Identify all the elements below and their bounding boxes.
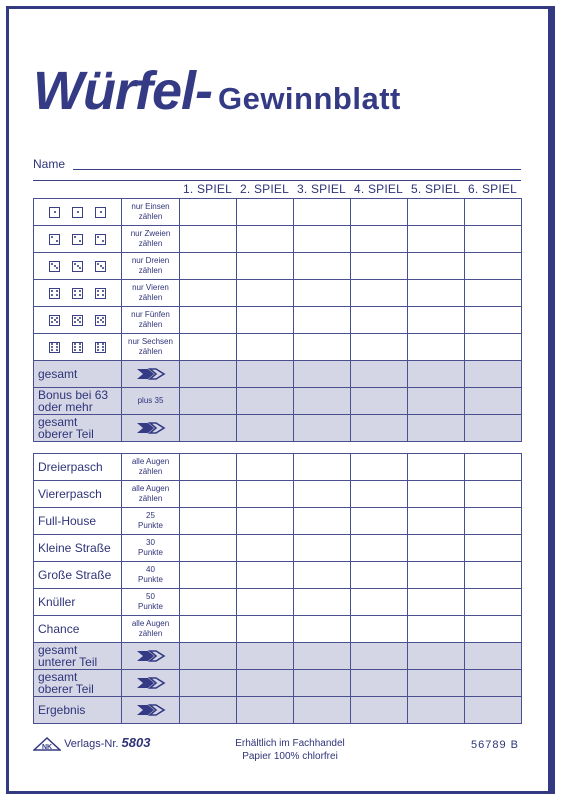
- upper-3-game-1-cell[interactable]: [180, 253, 237, 280]
- gesamt-oben-label-line2: oberer Teil: [38, 427, 94, 441]
- lower-6-game-6-cell[interactable]: [465, 616, 522, 643]
- lower-rule-0-line2: zählen: [138, 467, 163, 476]
- upper-4-game-3-cell[interactable]: [294, 280, 351, 307]
- lower-rule-2-line1: 25: [146, 511, 155, 520]
- lower-rule-6-line1: alle Augen: [131, 619, 170, 628]
- upper-3-game-4-cell[interactable]: [351, 253, 408, 280]
- name-underline: [33, 180, 521, 181]
- lower-row-5: [34, 589, 522, 616]
- title-main: Würfel-: [33, 61, 212, 121]
- gesamt-label: [34, 361, 122, 388]
- separator-cell: [465, 442, 522, 454]
- name-field[interactable]: [33, 157, 521, 171]
- upper-3-game-2-cell[interactable]: [237, 253, 294, 280]
- gesamt-oben-game-3-cell[interactable]: [294, 415, 351, 442]
- lower-2-game-4-cell[interactable]: [351, 508, 408, 535]
- gesamt-oben-label-line1: gesamt: [38, 415, 78, 429]
- lower-4-game-4-cell[interactable]: [351, 562, 408, 589]
- bonus-rule-line1: plus 35: [137, 396, 164, 405]
- die-3-icon: [95, 261, 106, 272]
- game-header-3: 3. SPIEL: [297, 182, 346, 196]
- lower-row-2: [34, 508, 522, 535]
- upper-4-game-5-cell[interactable]: [408, 280, 465, 307]
- upper-rule-2-line2: zählen: [138, 239, 163, 248]
- upper-rule-2: [122, 226, 180, 253]
- gesamt-oben-game-5-cell[interactable]: [408, 415, 465, 442]
- lower-5-game-3-cell[interactable]: [294, 589, 351, 616]
- lower-3-game-5-cell[interactable]: [408, 535, 465, 562]
- lower-0-game-4-cell[interactable]: [351, 454, 408, 481]
- ergebnis-game-3-cell[interactable]: [294, 697, 351, 724]
- product-code: 56789 B: [471, 739, 519, 751]
- upper-row-3: [34, 253, 522, 280]
- upper-2-game-3-cell[interactable]: [294, 226, 351, 253]
- bonus-label: [34, 388, 122, 415]
- upper-rule-6-line1: nur Sechsen: [128, 337, 173, 346]
- gesamt-oben-2-label-line2: oberer Teil: [38, 682, 94, 696]
- lower-rule-5-line2: Punkte: [138, 602, 163, 611]
- upper-6-game-5-cell[interactable]: [408, 334, 465, 361]
- upper-5-game-6-cell[interactable]: [465, 307, 522, 334]
- separator-cell: [34, 442, 122, 454]
- die-5-icon: [49, 315, 60, 326]
- lower-3-game-2-cell[interactable]: [237, 535, 294, 562]
- die-6-icon: [49, 342, 60, 353]
- upper-6-game-6-cell[interactable]: [465, 334, 522, 361]
- lower-rule-0: [122, 454, 180, 481]
- title-sub: Gewinnblatt: [217, 81, 401, 116]
- game-header-4: 4. SPIEL: [354, 182, 403, 196]
- game-header-5: 5. SPIEL: [411, 182, 460, 196]
- upper-2-game-5-cell[interactable]: [408, 226, 465, 253]
- arrow-cell: [122, 670, 180, 697]
- gesamt-unten-game-5-cell[interactable]: [408, 643, 465, 670]
- die-4-icon: [72, 288, 83, 299]
- dice-cell-6: [34, 334, 122, 361]
- upper-rule-6: [122, 334, 180, 361]
- upper-rule-1-line2: zählen: [138, 212, 163, 221]
- gesamt-game-3-cell[interactable]: [294, 361, 351, 388]
- gesamt-game-2-cell[interactable]: [237, 361, 294, 388]
- arrow-cell: [122, 415, 180, 442]
- upper-4-game-4-cell[interactable]: [351, 280, 408, 307]
- lower-5-game-4-cell[interactable]: [351, 589, 408, 616]
- lower-label-3: [34, 535, 122, 562]
- lower-label-4: [34, 562, 122, 589]
- die-6-icon: [95, 342, 106, 353]
- lower-6-game-4-cell[interactable]: [351, 616, 408, 643]
- arrow-cell: [122, 697, 180, 724]
- die-5-icon: [95, 315, 106, 326]
- lower-0-game-1-cell[interactable]: [180, 454, 237, 481]
- publisher-footer: [33, 735, 150, 751]
- lower-label-2-line1: Full-House: [38, 514, 97, 528]
- game-header-1: 1. SPIEL: [183, 182, 232, 196]
- bonus-game-4-cell[interactable]: [351, 388, 408, 415]
- row-bonus: [34, 388, 522, 415]
- gesamt-unten-game-4-cell[interactable]: [351, 643, 408, 670]
- upper-rule-2-line1: nur Zweien: [130, 229, 171, 238]
- game-header-2: 2. SPIEL: [240, 182, 289, 196]
- lower-5-game-1-cell[interactable]: [180, 589, 237, 616]
- section-separator: [34, 442, 522, 454]
- upper-rule-1: [122, 199, 180, 226]
- lower-rule-2-line2: Punkte: [138, 521, 163, 530]
- gesamt-unten-game-1-cell[interactable]: [180, 643, 237, 670]
- ergebnis-game-6-cell[interactable]: [465, 697, 522, 724]
- gesamt-game-6-cell[interactable]: [465, 361, 522, 388]
- die-1-icon: [72, 207, 83, 218]
- dice-cell-3: [34, 253, 122, 280]
- lower-4-game-5-cell[interactable]: [408, 562, 465, 589]
- ergebnis-game-2-cell[interactable]: [237, 697, 294, 724]
- gesamt-unten-game-3-cell[interactable]: [294, 643, 351, 670]
- upper-3-game-6-cell[interactable]: [465, 253, 522, 280]
- ergebnis-label-line1: Ergebnis: [38, 703, 86, 717]
- upper-5-game-4-cell[interactable]: [351, 307, 408, 334]
- separator-cell: [351, 442, 408, 454]
- lower-rule-4: [122, 562, 180, 589]
- die-3-icon: [49, 261, 60, 272]
- lower-6-game-3-cell[interactable]: [294, 616, 351, 643]
- lower-label-1-line1: Viererpasch: [38, 487, 102, 501]
- gesamt-oben-game-1-cell[interactable]: [180, 415, 237, 442]
- upper-4-game-1-cell[interactable]: [180, 280, 237, 307]
- gesamt-oben-2-game-4-cell[interactable]: [351, 670, 408, 697]
- upper-rule-4-line2: zählen: [138, 293, 163, 302]
- double-arrow-icon: [136, 367, 166, 381]
- row-ergebnis: [34, 697, 522, 724]
- lower-rule-3: [122, 535, 180, 562]
- lower-4-game-1-cell[interactable]: [180, 562, 237, 589]
- upper-rule-3-line2: zählen: [138, 266, 163, 275]
- lower-rule-4-line1: 40: [146, 565, 155, 574]
- double-arrow-icon: [136, 421, 166, 435]
- die-3-icon: [72, 261, 83, 272]
- gesamt-oben-game-2-cell[interactable]: [237, 415, 294, 442]
- footer-line-1: Erhältlich im Fachhandel: [235, 738, 345, 749]
- lower-label-3-line1: Kleine Straße: [38, 541, 111, 555]
- double-arrow-icon: [136, 649, 166, 663]
- lower-row-6: [34, 616, 522, 643]
- bonus-game-3-cell[interactable]: [294, 388, 351, 415]
- bonus-label-line2: oder mehr: [38, 400, 93, 414]
- upper-1-game-3-cell[interactable]: [294, 199, 351, 226]
- bonus-rule: [122, 388, 180, 415]
- lower-1-game-5-cell[interactable]: [408, 481, 465, 508]
- double-arrow-icon: [136, 676, 166, 690]
- ergebnis-game-5-cell[interactable]: [408, 697, 465, 724]
- lower-6-game-2-cell[interactable]: [237, 616, 294, 643]
- lower-4-game-2-cell[interactable]: [237, 562, 294, 589]
- gesamt-oben-2-game-6-cell[interactable]: [465, 670, 522, 697]
- upper-rule-6-line2: zählen: [138, 347, 163, 356]
- lower-rule-3-line1: 30: [146, 538, 155, 547]
- row-gesamt-oberer-teil: [34, 415, 522, 442]
- name-line: [73, 169, 521, 170]
- lower-label-0: [34, 454, 122, 481]
- upper-1-game-1-cell[interactable]: [180, 199, 237, 226]
- lower-2-game-1-cell[interactable]: [180, 508, 237, 535]
- lower-1-game-4-cell[interactable]: [351, 481, 408, 508]
- upper-3-game-5-cell[interactable]: [408, 253, 465, 280]
- upper-1-game-5-cell[interactable]: [408, 199, 465, 226]
- gesamt-game-1-cell[interactable]: [180, 361, 237, 388]
- double-arrow-icon: [136, 703, 166, 717]
- die-5-icon: [72, 315, 83, 326]
- lower-rule-1-line2: zählen: [138, 494, 163, 503]
- lower-label-6: [34, 616, 122, 643]
- lower-1-game-3-cell[interactable]: [294, 481, 351, 508]
- bonus-game-1-cell[interactable]: [180, 388, 237, 415]
- gesamt-oben-label: [34, 415, 122, 442]
- ergebnis-game-4-cell[interactable]: [351, 697, 408, 724]
- separator-cell: [294, 442, 351, 454]
- upper-row-1: [34, 199, 522, 226]
- upper-5-game-1-cell[interactable]: [180, 307, 237, 334]
- lower-rule-1: [122, 481, 180, 508]
- upper-rule-4-line1: nur Vieren: [132, 283, 169, 292]
- gesamt-oben-2-game-5-cell[interactable]: [408, 670, 465, 697]
- lower-row-4: [34, 562, 522, 589]
- upper-6-game-4-cell[interactable]: [351, 334, 408, 361]
- lower-rule-6-line2: zählen: [138, 629, 163, 638]
- separator-cell: [180, 442, 237, 454]
- upper-row-2: [34, 226, 522, 253]
- dice-cell-5: [34, 307, 122, 334]
- lower-rule-5: [122, 589, 180, 616]
- footer-line-2: Papier 100% chlorfrei: [242, 751, 338, 762]
- upper-6-game-2-cell[interactable]: [237, 334, 294, 361]
- lower-row-0: [34, 454, 522, 481]
- separator-cell: [237, 442, 294, 454]
- lower-rule-3-line2: Punkte: [138, 548, 163, 557]
- lower-1-game-1-cell[interactable]: [180, 481, 237, 508]
- lower-0-game-3-cell[interactable]: [294, 454, 351, 481]
- upper-2-game-6-cell[interactable]: [465, 226, 522, 253]
- ergebnis-game-1-cell[interactable]: [180, 697, 237, 724]
- publisher-logo-icon: [33, 737, 61, 751]
- footer-note: [210, 737, 370, 763]
- upper-rule-5-line1: nur Fünfen: [131, 310, 170, 319]
- gesamt-unten-label-line1: gesamt: [38, 643, 78, 657]
- row-gesamt-unten: [34, 643, 522, 670]
- lower-label-2: [34, 508, 122, 535]
- die-1-icon: [49, 207, 60, 218]
- sheet-title: [33, 60, 401, 122]
- bonus-game-5-cell[interactable]: [408, 388, 465, 415]
- lower-0-game-2-cell[interactable]: [237, 454, 294, 481]
- separator-cell: [122, 442, 180, 454]
- bonus-game-6-cell[interactable]: [465, 388, 522, 415]
- row-gesamt-oben-2: [34, 670, 522, 697]
- gesamt-oben-2-game-3-cell[interactable]: [294, 670, 351, 697]
- lower-rule-2: [122, 508, 180, 535]
- lower-rule-6: [122, 616, 180, 643]
- upper-row-4: [34, 280, 522, 307]
- lower-1-game-6-cell[interactable]: [465, 481, 522, 508]
- lower-2-game-5-cell[interactable]: [408, 508, 465, 535]
- upper-2-game-4-cell[interactable]: [351, 226, 408, 253]
- publisher-logo-text: NK: [41, 744, 53, 752]
- upper-rule-3: [122, 253, 180, 280]
- gesamt-unten-label: [34, 643, 122, 670]
- lower-row-1: [34, 481, 522, 508]
- lower-label-6-line1: Chance: [38, 622, 80, 636]
- verlag-label: Verlags-Nr.: [64, 738, 119, 750]
- gesamt-unten-label-line2: unterer Teil: [38, 655, 98, 669]
- upper-row-5: [34, 307, 522, 334]
- upper-rule-1-line1: nur Einsen: [131, 202, 170, 211]
- lower-2-game-6-cell[interactable]: [465, 508, 522, 535]
- game-header-6: 6. SPIEL: [468, 182, 517, 196]
- gesamt-oben-2-label: [34, 670, 122, 697]
- lower-label-5-line1: Knüller: [38, 595, 76, 609]
- upper-4-game-6-cell[interactable]: [465, 280, 522, 307]
- lower-0-game-6-cell[interactable]: [465, 454, 522, 481]
- upper-1-game-2-cell[interactable]: [237, 199, 294, 226]
- score-table: [33, 198, 522, 724]
- die-4-icon: [95, 288, 106, 299]
- lower-5-game-2-cell[interactable]: [237, 589, 294, 616]
- gesamt-unten-game-2-cell[interactable]: [237, 643, 294, 670]
- lower-label-1: [34, 481, 122, 508]
- lower-rule-0-line1: alle Augen: [131, 457, 170, 466]
- lower-0-game-5-cell[interactable]: [408, 454, 465, 481]
- upper-6-game-3-cell[interactable]: [294, 334, 351, 361]
- gesamt-oben-game-6-cell[interactable]: [465, 415, 522, 442]
- upper-2-game-2-cell[interactable]: [237, 226, 294, 253]
- upper-rule-5: [122, 307, 180, 334]
- upper-5-game-3-cell[interactable]: [294, 307, 351, 334]
- lower-5-game-5-cell[interactable]: [408, 589, 465, 616]
- gesamt-game-5-cell[interactable]: [408, 361, 465, 388]
- upper-rule-3-line1: nur Dreien: [131, 256, 170, 265]
- die-1-icon: [95, 207, 106, 218]
- upper-2-game-1-cell[interactable]: [180, 226, 237, 253]
- upper-rule-4: [122, 280, 180, 307]
- name-label: Name: [33, 157, 66, 171]
- upper-4-game-2-cell[interactable]: [237, 280, 294, 307]
- arrow-cell: [122, 643, 180, 670]
- upper-5-game-2-cell[interactable]: [237, 307, 294, 334]
- verlag-number: 5803: [121, 735, 151, 750]
- die-4-icon: [49, 288, 60, 299]
- upper-1-game-4-cell[interactable]: [351, 199, 408, 226]
- dice-cell-1: [34, 199, 122, 226]
- dice-cell-4: [34, 280, 122, 307]
- upper-1-game-6-cell[interactable]: [465, 199, 522, 226]
- upper-rule-5-line2: zählen: [138, 320, 163, 329]
- die-2-icon: [72, 234, 83, 245]
- separator-cell: [408, 442, 465, 454]
- lower-6-game-1-cell[interactable]: [180, 616, 237, 643]
- arrow-cell: [122, 361, 180, 388]
- upper-row-6: [34, 334, 522, 361]
- dice-cell-2: [34, 226, 122, 253]
- lower-rule-1-line1: alle Augen: [131, 484, 170, 493]
- gesamt-oben-2-label-line1: gesamt: [38, 670, 78, 684]
- die-6-icon: [72, 342, 83, 353]
- lower-5-game-6-cell[interactable]: [465, 589, 522, 616]
- gesamt-label-line1: gesamt: [38, 367, 78, 381]
- lower-3-game-1-cell[interactable]: [180, 535, 237, 562]
- lower-row-3: [34, 535, 522, 562]
- lower-2-game-2-cell[interactable]: [237, 508, 294, 535]
- gesamt-unten-game-6-cell[interactable]: [465, 643, 522, 670]
- lower-label-4-line1: Große Straße: [38, 568, 112, 582]
- bonus-game-2-cell[interactable]: [237, 388, 294, 415]
- lower-2-game-3-cell[interactable]: [294, 508, 351, 535]
- lower-rule-4-line2: Punkte: [138, 575, 163, 584]
- lower-4-game-6-cell[interactable]: [465, 562, 522, 589]
- lower-1-game-2-cell[interactable]: [237, 481, 294, 508]
- die-2-icon: [49, 234, 60, 245]
- lower-3-game-6-cell[interactable]: [465, 535, 522, 562]
- upper-6-game-1-cell[interactable]: [180, 334, 237, 361]
- gesamt-oben-2-game-2-cell[interactable]: [237, 670, 294, 697]
- lower-4-game-3-cell[interactable]: [294, 562, 351, 589]
- lower-3-game-3-cell[interactable]: [294, 535, 351, 562]
- lower-label-5: [34, 589, 122, 616]
- lower-label-0-line1: Dreierpasch: [38, 460, 103, 474]
- lower-6-game-5-cell[interactable]: [408, 616, 465, 643]
- upper-3-game-3-cell[interactable]: [294, 253, 351, 280]
- upper-5-game-5-cell[interactable]: [408, 307, 465, 334]
- lower-3-game-4-cell[interactable]: [351, 535, 408, 562]
- gesamt-game-4-cell[interactable]: [351, 361, 408, 388]
- row-gesamt: [34, 361, 522, 388]
- gesamt-oben-2-game-1-cell[interactable]: [180, 670, 237, 697]
- die-2-icon: [95, 234, 106, 245]
- gesamt-oben-game-4-cell[interactable]: [351, 415, 408, 442]
- ergebnis-label: [34, 697, 122, 724]
- bonus-label-line1: Bonus bei 63: [38, 388, 109, 402]
- lower-rule-5-line1: 50: [146, 592, 155, 601]
